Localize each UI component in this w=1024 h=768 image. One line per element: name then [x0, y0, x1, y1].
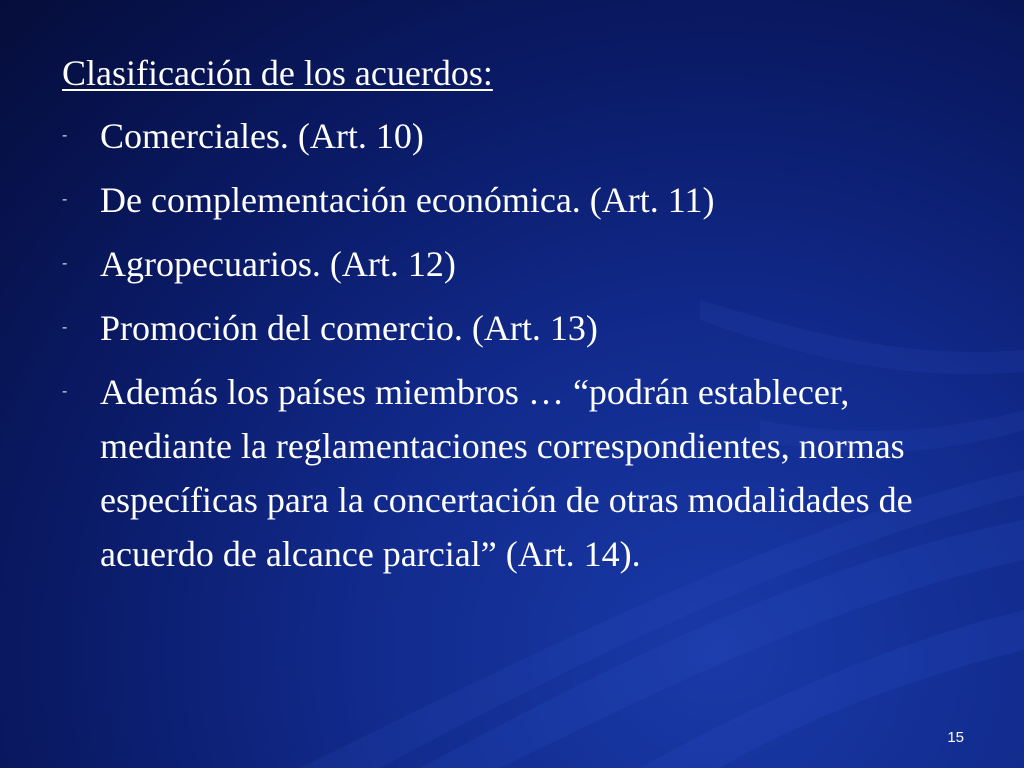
bullet-item — [62, 237, 962, 291]
bullet-marker: - — [62, 255, 68, 272]
bullet-marker: - — [62, 319, 68, 336]
bullet-marker: - — [62, 127, 68, 144]
bullet-text: Comerciales. (Art. 10) — [100, 116, 424, 156]
bullet-text: Agropecuarios. (Art. 12) — [100, 244, 456, 284]
bullet-item — [62, 173, 962, 227]
bullet-item — [62, 301, 962, 355]
slide-page-number: 15 — [947, 729, 964, 746]
slide-content — [62, 50, 962, 591]
slide-heading: Clasificación de los acuerdos: — [62, 53, 493, 93]
bullet-text: Promoción del comercio. (Art. 13) — [100, 308, 598, 348]
bullet-text: De complementación económica. (Art. 11) — [100, 180, 715, 220]
bullet-item — [62, 365, 962, 581]
bullet-marker: - — [62, 191, 68, 208]
bullet-item — [62, 109, 962, 163]
bullet-text: Además los países miembros … “podrán establecer, mediante la reglamentaciones correspondientes, normas específicas para la concertación de otras modalidades de acuerdo de alcance parcial” (Art. 14). — [100, 372, 913, 574]
bullet-marker: - — [62, 383, 68, 400]
